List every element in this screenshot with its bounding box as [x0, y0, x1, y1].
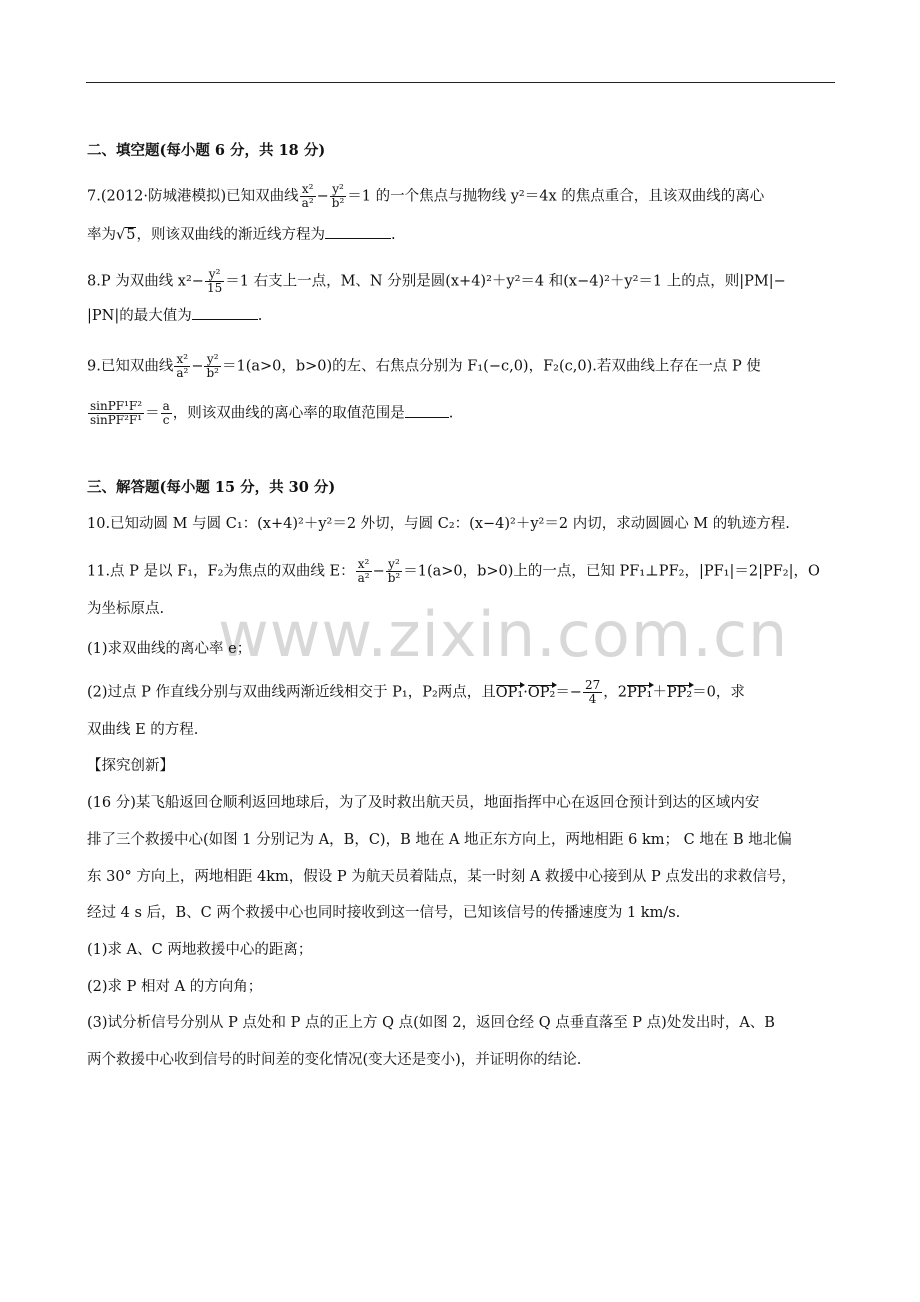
q8-frac-num: y²: [205, 268, 224, 282]
explore-line4: 经过 4 s 后，B、C 两个救援中心也同时接收到这一信号，已知该信号的传播速度为 1 km/s.: [87, 905, 681, 921]
q11-eq: ＝−: [555, 684, 582, 701]
q7-text-b: ＝1 的一个焦点与抛物线 y²＝4x 的焦点重合，且该双曲线的离心: [347, 188, 765, 205]
q9-text-c: ，则该双曲线的离心率的取值范围是: [172, 405, 405, 422]
q7-frac-y-den: b²: [331, 196, 345, 210]
q9-text-d: .: [448, 405, 454, 422]
q7-text-a: 7.(2012·防城港模拟)已知双曲线: [87, 188, 299, 205]
q8-frac-den: 15: [206, 281, 223, 295]
explore-q3-line1: (3)试分析信号分别从 P 点处和 P 点的正上方 Q 点(如图 2，返回仓经 Q 点垂直落至 P 点)处发出时，A、B: [87, 1015, 775, 1031]
q11-part1: (1)求双曲线的离心率 e；: [87, 641, 252, 657]
q7-line2: 率为√5，则该双曲线的渐近线方程为 .: [87, 227, 396, 243]
q9-frac-sin-num: sinPF¹F²: [90, 399, 143, 413]
q7-frac-x-den: a²: [301, 196, 314, 210]
q8-answer-blank: [192, 307, 258, 320]
q7-frac-y: [330, 183, 347, 210]
q7-line1: [87, 183, 764, 210]
q9-frac-ac-den: c: [162, 413, 170, 427]
q9-eq: ＝: [145, 405, 160, 422]
q8-text-a: 8.P 为双曲线 x²−: [87, 273, 204, 290]
q11-part2-line1: [87, 679, 745, 706]
q7-text-d: ，则该双曲线的渐近线方程为: [136, 227, 325, 243]
explore-line3: 东 30° 方向上，两地相距 4km，假设 P 为航天员着陆点，某一时刻 A 救援中心接到从 P 点发出的求救信号，: [87, 869, 796, 885]
q10-text: 10.已知动圆 M 与圆 C₁：(x+4)²＋y²＝2 外切，与圆 C₂：(x−4)²＋y²＝2 内切，求动圆圆心 M 的轨迹方程.: [87, 516, 790, 532]
q11-minus: −: [372, 563, 385, 580]
q11-text-a: 11.点 P 是以 F₁，F₂为焦点的双曲线 E：: [87, 563, 355, 580]
q7-text-c: 率为: [87, 227, 116, 243]
q7-answer-blank: [325, 226, 391, 239]
section2-title: 二、填空题(每小题 6 分，共 18 分): [87, 142, 326, 159]
q11-line2: 为坐标原点.: [87, 601, 165, 617]
q9-line1: [87, 353, 761, 380]
q11-frac-den: 4: [588, 692, 597, 706]
q11-dot: ·: [523, 684, 528, 701]
q11-p2-text-b: ，2: [603, 684, 627, 701]
explore-line2: 排了三个救援中心(如图 1 分别记为 A，B，C)，B 地在 A 地正东方向上，两地相距 6 km； C 地在 B 地北偏: [87, 832, 792, 848]
q9-frac-y-num: y²: [204, 353, 221, 367]
watermark: www.zixin.com.cn: [218, 598, 789, 671]
q9-frac-x: [174, 353, 190, 380]
q11-p2-text-c: ＝0，求: [692, 684, 745, 701]
section3-title: 三、解答题(每小题 15 分，共 30 分): [87, 479, 336, 496]
q11-frac-x-num: x²: [356, 558, 372, 572]
q8-line1: [87, 268, 786, 295]
q9-text-a: 9.已知双曲线: [87, 358, 174, 375]
q11-plus: ＋: [652, 684, 667, 701]
q9-frac-ac-num: a: [162, 399, 170, 413]
q11-text-b: ＝1(a>0，b>0)上的一点，已知 PF₁⊥PF₂，|PF₁|＝2|PF₂|，O: [403, 563, 820, 580]
explore-q1: (1)求 A、C 两地救援中心的距离；: [87, 942, 313, 958]
explore-q2: (2)求 P 相对 A 的方向角；: [87, 979, 263, 995]
q11-vector-op2: OP₂: [527, 684, 556, 701]
q11-frac-x: [356, 558, 372, 585]
explore-title: 【探究创新】: [87, 758, 174, 774]
q8-frac: [205, 268, 224, 295]
q11-frac-y-den: b²: [387, 571, 401, 585]
q11-frac-y-num: y²: [386, 558, 403, 572]
q7-minus: −: [316, 188, 329, 205]
q11-frac-num: 27: [584, 678, 601, 692]
q9-frac-x-num: x²: [174, 353, 190, 367]
q11-vector-pp1: PP₁: [626, 684, 653, 701]
q7-frac-x: [300, 183, 316, 210]
q9-frac-sin-den: sinPF²F¹: [90, 413, 143, 427]
q8-text-c: |PN|的最大值为: [87, 308, 192, 324]
q7-sqrt: 5: [126, 227, 136, 243]
q9-frac-y-den: b²: [206, 366, 219, 380]
q9-line2: [87, 400, 453, 427]
q11-frac-x-den: a²: [357, 571, 370, 585]
q9-frac-y: [204, 353, 221, 380]
q11-p2-text-a: (2)过点 P 作直线分别与双曲线两渐近线相交于 P₁，P₂两点，且: [87, 684, 496, 701]
explore-q3-line2: 两个救援中心收到信号的时间差的变化情况(变大还是变小)，并证明你的结论.: [87, 1052, 582, 1068]
q7-frac-y-num: y²: [330, 183, 347, 197]
q11-part2-line2: 双曲线 E 的方程.: [87, 722, 199, 738]
header-rule: [86, 82, 835, 83]
q8-line2: [87, 306, 262, 326]
q11-frac-y: [386, 558, 403, 585]
q11-frac-27-4: [583, 679, 602, 706]
q9-frac-ac: [161, 400, 172, 427]
q8-text-d: .: [257, 308, 263, 324]
q7-text-e: .: [390, 227, 396, 243]
q9-text-b: ＝1(a>0，b>0)的左、右焦点分别为 F₁(−c,0)，F₂(c,0).若双曲线上存在一点 P 使: [221, 358, 761, 375]
q9-frac-sin: [88, 400, 144, 427]
q11-line1: [87, 558, 820, 585]
q11-vector-pp2: PP₂: [666, 684, 693, 701]
q7-frac-x-num: x²: [300, 183, 316, 197]
q11-vector-op1: OP₁: [495, 684, 524, 701]
explore-line1: (16 分)某飞船返回仓顺利返回地球后，为了及时救出航天员，地面指挥中心在返回仓预计到达的区域内安: [87, 795, 760, 811]
q9-frac-x-den: a²: [176, 366, 189, 380]
q9-answer-blank: [405, 405, 449, 418]
q9-minus: −: [191, 358, 204, 375]
q8-text-b: ＝1 右支上一点，M、N 分别是圆(x+4)²＋y²＝4 和(x−4)²＋y²＝1 上的点，则|PM|−: [225, 273, 786, 290]
